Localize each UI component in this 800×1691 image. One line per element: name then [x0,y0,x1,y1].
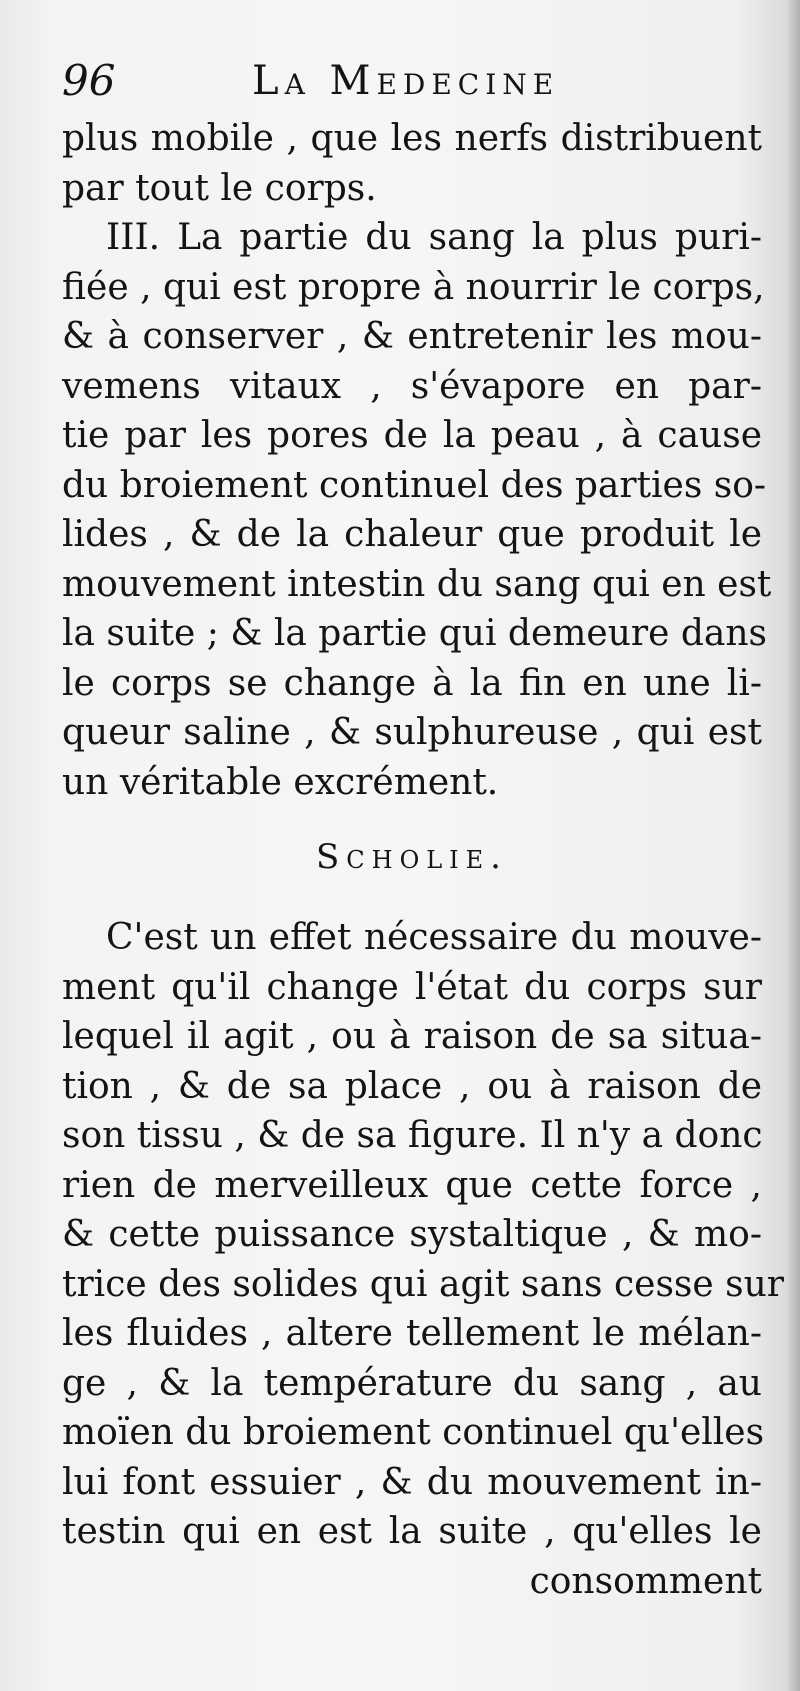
paragraph-article-iii [62,213,772,807]
text-line: mouvement intestin du sang qui en est [62,563,772,605]
text-line: les fluides , altere tellement le mélan- [62,1313,762,1354]
running-title: La Medecine [252,58,560,104]
paragraph-scholie [62,913,785,1557]
paragraph-continuation [62,114,762,213]
text-line: ge , & la température du sang , au [62,1362,762,1404]
page-number: 96 [62,56,116,105]
text-line: & à conserver , & entretenir les mou- [62,316,762,357]
page-header [62,48,762,114]
text-line: tie par les pores de la peau , à cause [62,415,762,456]
text-line: du broiement continuel des parties so- [62,464,767,506]
text-line: fiée , qui est propre à nourrir le corps, [62,266,765,308]
text-line: lides , & de la chaleur que produit le [62,514,762,555]
text-line: III. La partie du sang la plus puri- [106,217,762,258]
text-line: la suite ; & la partie qui demeure dans [62,613,768,654]
text-line: & cette puissance systaltique , & mo- [62,1214,762,1255]
text-line: testin qui en est la suite , qu'elles le [62,1511,762,1552]
text-line: son tissu , & de sa figure. Il n'y a donc [62,1115,763,1156]
text-line: lequel il agit , ou à raison de sa situa- [62,1016,762,1057]
text-line: plus mobile , que les nerfs distribuent [62,118,762,159]
text-line: moïen du broiement continuel qu'elles [62,1412,765,1453]
section-heading: Scholie. [315,837,508,877]
page-text-block [62,48,785,1607]
text-line: vemens vitaux , s'évapore en par- [62,365,762,407]
text-line: par tout le corps. [62,167,377,209]
text-line: lui font essuier , & du mouvement in- [62,1461,762,1503]
section-spacer [62,899,762,913]
text-line: rien de merveilleux que cette force , [62,1164,762,1206]
page-gutter-shadow [786,0,800,1691]
text-line: ment qu'il change l'état du corps sur [62,966,762,1008]
text-line: trice des solides qui agit sans cesse sur [62,1263,785,1305]
text-line: le corps se change à la fin en une li- [62,662,762,704]
text-line: tion , & de sa place , ou à raison de [62,1065,762,1107]
text-line: un véritable excrément. [62,761,499,803]
text-line: queur saline , & sulphureuse , qui est [62,712,762,753]
text-line: C'est un effet nécessaire du mouve- [106,917,762,958]
catchword: consomment [529,1560,762,1602]
